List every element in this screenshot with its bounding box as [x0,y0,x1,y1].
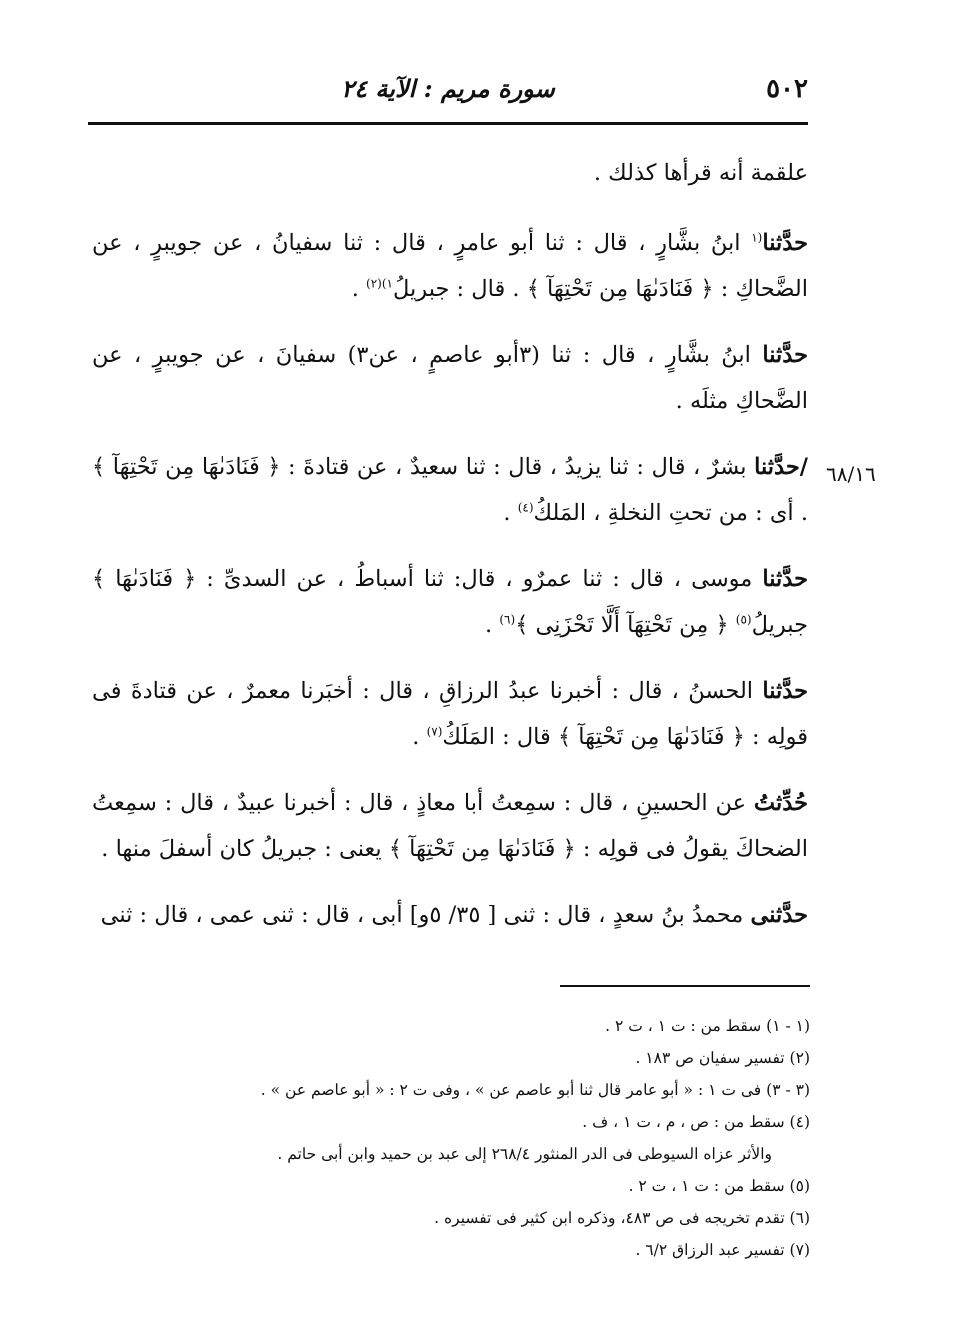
page-number: ٥٠٢ [766,74,808,104]
narration-opener: حدَّثنا [762,678,808,704]
paragraph [92,668,808,760]
paragraph-tail: . [485,612,500,638]
header-rule [88,122,808,125]
paragraph-text: بشرٌ ، قال : ثنا يزيدُ ، قال : ثنا سعيدٌ ، عن قتادةَ : ﴿ فَنَادَىٰهَا مِن تَحْتِهَآ ﴾ . أى : من تحتِ النخلةِ ، المَلكُ [92,454,808,526]
paragraph-tail: . [351,276,367,302]
paragraph-text: عن الحسينِ ، قال : سمِعتُ أبا معاذٍ ، قال : أخبرنا عبيدٌ ، قال : سمِعتُ الضحاكَ يقولُ فى قولِه : ﴿ فَنَادَىٰهَا مِن تَحْتِهَآ ﴾ يعنى : جبريلُ كان أسفلَ منها . [92,790,808,862]
footnote-continuation: والأثر عزاه السيوطى فى الدر المنثور ٢٦٨/٤ إلى عبد بن حميد وابن أبى حاتم . [277,1145,772,1163]
paragraph-text: علقمة أنه قرأها كذلك . [593,160,808,186]
footnote: (٤) سقط من : ص ، م ، ت ١ ، ف . [582,1113,810,1131]
narration-opener: /حدَّثنا [754,454,808,480]
footnote-marker: ١)(٢) [366,276,393,291]
paragraph-text: محمدُ بنُ سعدٍ ، قال : ثنى [ ٣٥/ ٥و] أبى ، قال : ثنى عمى ، قال : ثنى [100,902,751,928]
paragraph [92,892,808,938]
narration-opener: حدَّثنى [750,902,808,928]
paragraph [92,332,808,424]
paragraph-text: موسى ، قال : ثنا عمرٌو ، قال: ثنا أسباطُ ، عن السدىِّ : ﴿ فَنَادَىٰهَا ﴾ جبريلُ [92,566,808,638]
paragraph [92,150,808,196]
footnotes [150,1010,810,1266]
footnote-marker: (٤) [517,500,534,515]
narration-opener: حدَّثنا [762,342,808,368]
running-title: سورة مريم : الآية ٢٤ [341,74,555,103]
footnote-marker: (٦) [499,612,516,627]
paragraph [92,220,808,312]
quran-quote: ﴿ مِن تَحْتِهَآ أَلَّا تَحْزَنِى ﴾ [515,612,736,638]
narration-opener: حدَّثنا [762,230,808,256]
footnote-marker: (١ [751,230,763,245]
paragraph-tail: . [503,500,518,526]
main-text [92,150,808,958]
page-header [88,66,808,112]
footnote: (٦) تقدم تخريجه فى ص ٤٨٣، وذكره ابن كثير فى تفسيره . [434,1209,810,1227]
paragraph-text: الحسنُ ، قال : أخبرنا عبدُ الرزاقِ ، قال : أخبَرنا معمرٌ ، عن قتادةَ فى قولِه : ﴿ فَنَادَىٰهَا مِن تَحْتِهَآ ﴾ قال : المَلَكُ [92,678,808,750]
footnote-marker: (٥) [735,612,752,627]
paragraph [92,444,808,536]
paragraph [92,780,808,872]
paragraph-text: ابنُ بشَّارٍ ، قال : ثنا (٣أبو عاصمٍ ، عن٣) سفيانَ ، عن جويبرٍ ، عن الضَّحاكِ مثلَه . [92,342,808,414]
narration-opener: حدَّثنا [762,566,808,592]
footnote: (٣ - ٣) فى ت ١ : « أبو عامر قال ثنا أبو عاصم عن » ، وفى ت ٢ : « أبو عاصم عن » . [260,1081,810,1099]
margin-reference: ٦٨/١٦ [826,462,876,486]
footnote-marker: (٧) [426,724,443,739]
footnote: (١ - ١) سقط من : ت ١ ، ت ٢ . [605,1017,810,1035]
narration-opener: حُدِّثتُ [753,790,808,816]
paragraph [92,556,808,648]
footnote-rule [560,985,810,987]
paragraph-text: ابنُ بشَّارٍ ، قال : ثنا أبو عامرٍ ، قال : ثنا سفيانُ ، عن جويبرٍ ، عن الضَّحاكِ : ﴿ فَنَادَىٰهَا مِن تَحْتِهَآ ﴾ . قال : جبريلُ [92,230,808,302]
paragraph-tail: . [412,724,427,750]
footnote: (٢) تفسير سفيان ص ١٨٣ . [635,1049,810,1067]
footnote: (٥) سقط من : ت ١ ، ت ٢ . [628,1177,810,1195]
footnote: (٧) تفسير عبد الرزاق ٦/٢ . [635,1241,810,1259]
